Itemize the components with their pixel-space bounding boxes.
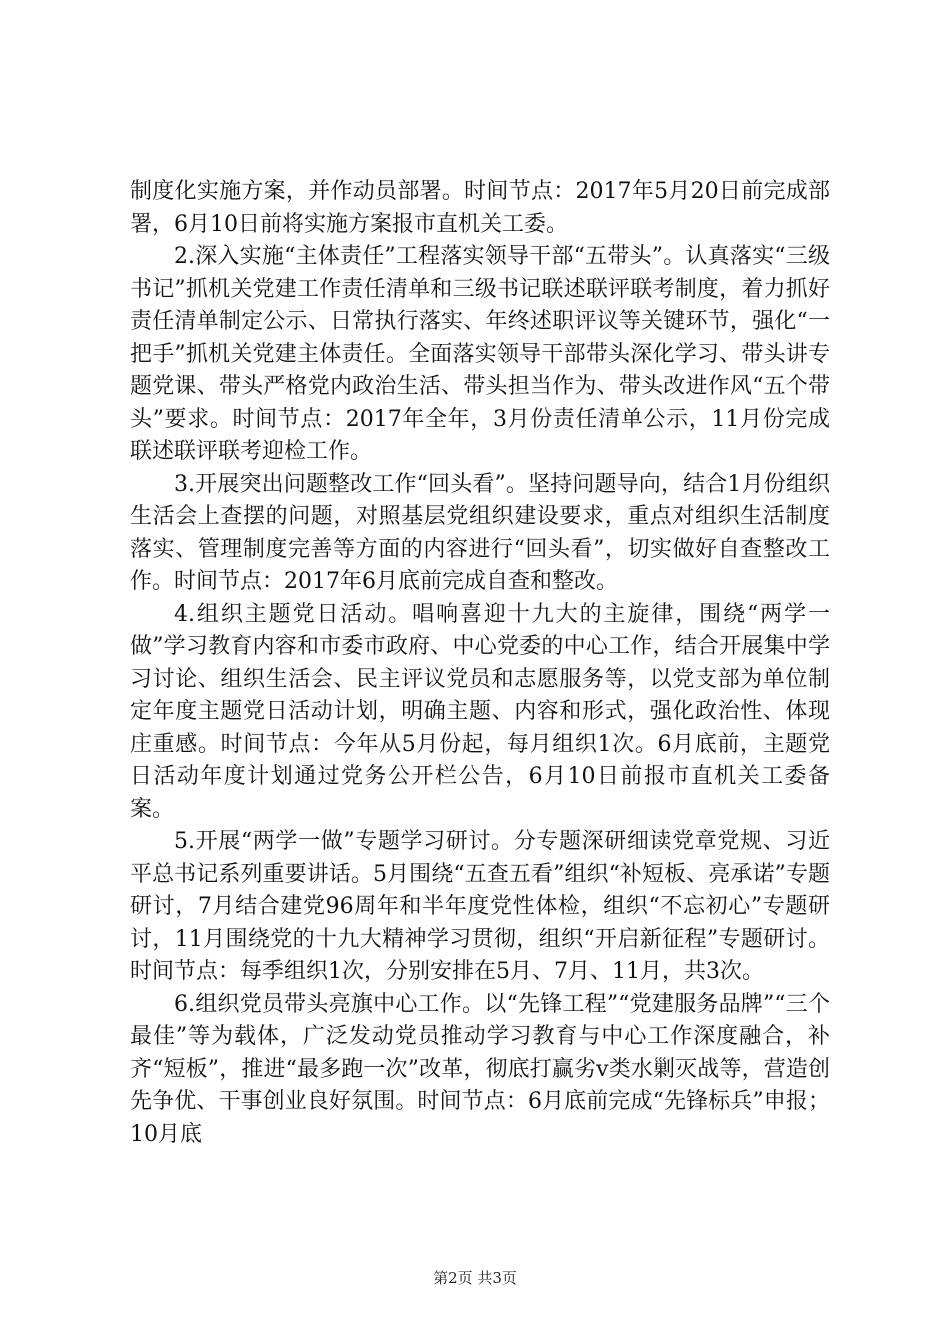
document-body <box>130 176 830 1151</box>
paragraph-item-4: 4.组织主题党日活动。唱响喜迎十九大的主旋律，围绕“两学一做”学习教育内容和市委市政府、中心党委的中心工作，结合开展集中学习讨论、组织生活会、民主评议党员和志愿服务等，以党支部为单位制定年度主题党日活动计划，明确主题、内容和形式，强化政治性、体现庄重感。时间节点：今年从5月份起，每月组织1次。6月底前，主题党日活动年度计划通过党务公开栏公告，6月10日前报市直机关工委备案。 <box>130 601 830 822</box>
paragraph-continuation: 制度化实施方案，并作动员部署。时间节点：2017年5月20日前完成部署，6月10日前将实施方案报市直机关工委。 <box>130 179 830 237</box>
page-number-footer: 第2页 共3页 <box>433 1269 517 1287</box>
paragraph-item-3: 3.开展突出问题整改工作“回头看”。坚持问题导向，结合1月份组织生活会上查摆的问题，对照基层党组织建设要求，重点对组织生活制度落实、管理制度完善等方面的内容进行“回头看”，切实做好自查整改工作。时间节点：2017年6月底前完成自查和整改。 <box>130 471 830 594</box>
paragraph-item-6: 6.组织党员带头亮旗中心工作。以“先锋工程”“党建服务品牌”“三个最佳”等为载体，广泛发动党员推动学习教育与中心工作深度融合，补齐“短板”，推进“最多跑一次”改革，彻底打赢劣v类水剿灭战等，营造创先争优、干事创业良好氛围。时间节点：6月底前完成“先锋标兵”申报；10月底 <box>130 991 830 1147</box>
paragraph-item-2: 2.深入实施“主体责任”工程落实领导干部“五带头”。认真落实“三级书记”抓机关党建工作责任清单和三级书记联述联评联考制度，着力抓好责任清单制定公示、日常执行落实、年终述职评议等关键环节，强化“一把手”抓机关党建主体责任。全面落实领导干部带头深化学习、带头讲专题党课、带头严格党内政治生活、带头担当作为、带头改进作风“五个带头”要求。时间节点：2017年全年，3月份责任清单公示，11月份完成联述联评联考迎检工作。 <box>130 244 830 464</box>
paragraph-item-5: 5.开展“两学一做”专题学习研讨。分专题深研细读党章党规、习近平总书记系列重要讲话。5月围绕“五查五看”组织“补短板、亮承诺”专题研讨，7月结合建党96周年和半年度党性体检，组织“不忘初心”专题研讨，11月围绕党的十九大精神学习贯彻，组织“开启新征程”专题研讨。时间节点：每季组织1次，分别安排在5月、7月、11月，共3次。 <box>130 829 830 984</box>
